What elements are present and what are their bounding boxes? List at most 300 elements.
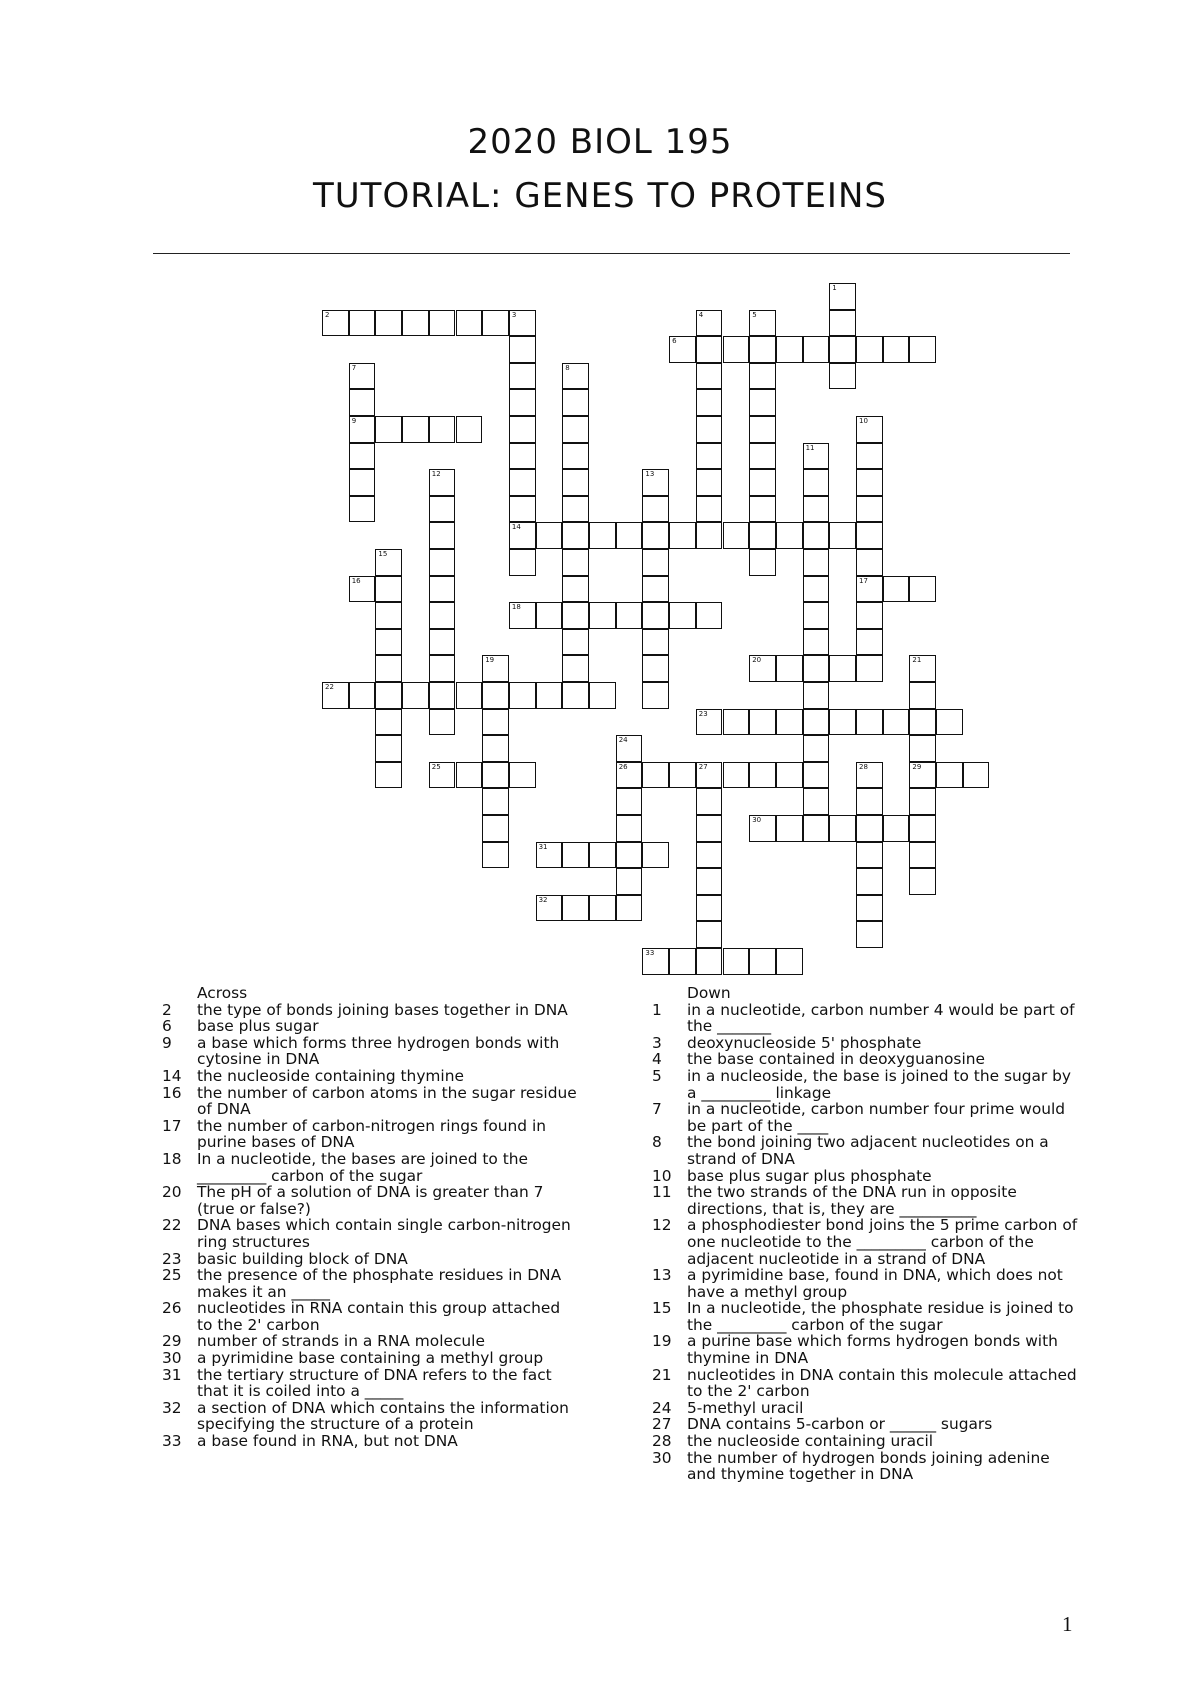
crossword-cell[interactable] (375, 682, 402, 709)
clue-number: 12 (652, 1216, 672, 1235)
crossword-cell[interactable] (776, 655, 803, 682)
down-clue (648, 1267, 1078, 1300)
clue-number: 28 (652, 1432, 672, 1451)
crossword-cell[interactable] (776, 709, 803, 736)
crossword-cell[interactable] (909, 868, 936, 895)
crossword-cell[interactable] (856, 336, 883, 363)
crossword-cell[interactable] (696, 416, 723, 443)
crossword-cell[interactable] (936, 762, 963, 789)
crossword-cell[interactable] (642, 469, 669, 496)
crossword-cell[interactable] (883, 576, 910, 603)
across-clues (158, 985, 578, 1450)
crossword-cell[interactable] (509, 389, 536, 416)
across-clue (158, 1400, 578, 1433)
crossword-cell[interactable] (562, 549, 589, 576)
crossword-cell[interactable] (509, 443, 536, 470)
crossword-cell[interactable] (669, 336, 696, 363)
crossword-cell[interactable] (642, 576, 669, 603)
crossword-cell[interactable] (429, 762, 456, 789)
clue-number: 31 (538, 842, 548, 851)
crossword-cell[interactable] (536, 602, 563, 629)
crossword-cell[interactable] (749, 443, 776, 470)
crossword-cell[interactable] (909, 735, 936, 762)
crossword-cell[interactable] (429, 682, 456, 709)
crossword-cell[interactable] (349, 576, 376, 603)
crossword-cell[interactable] (456, 682, 483, 709)
clue-number: 14 (162, 1066, 182, 1085)
across-clue (158, 1118, 578, 1151)
crossword-cell[interactable] (723, 522, 750, 549)
clue-text: 5-methyl uracil (687, 1398, 804, 1417)
crossword-cell[interactable] (749, 416, 776, 443)
clue-number: 18 (511, 603, 521, 612)
crossword-cell[interactable] (562, 443, 589, 470)
crossword-cell[interactable] (749, 336, 776, 363)
crossword-cell[interactable] (829, 283, 856, 310)
crossword-cell[interactable] (856, 469, 883, 496)
crossword-cell[interactable] (616, 868, 643, 895)
clue-text: basic building block of DNA (197, 1249, 408, 1268)
crossword-cell[interactable] (616, 895, 643, 922)
crossword-cell[interactable] (322, 310, 349, 337)
crossword-cell[interactable] (562, 416, 589, 443)
crossword-cell[interactable] (482, 815, 509, 842)
crossword-cell[interactable] (642, 522, 669, 549)
crossword-cell[interactable] (829, 363, 856, 390)
crossword-cell[interactable] (723, 336, 750, 363)
clue-number: 7 (351, 363, 357, 372)
crossword-cell[interactable] (696, 522, 723, 549)
clue-text: in a nucleotide, carbon number 4 would be part of the _______ (687, 1000, 1075, 1036)
clue-text: the number of hydrogen bonds joining adenine and thymine together in DNA (687, 1448, 1050, 1484)
crossword-cell[interactable] (562, 602, 589, 629)
crossword-cell[interactable] (349, 443, 376, 470)
crossword-cell[interactable] (829, 655, 856, 682)
crossword-cell[interactable] (803, 815, 830, 842)
clue-number: 16 (351, 576, 361, 585)
crossword-cell[interactable] (696, 842, 723, 869)
crossword-cell[interactable] (349, 310, 376, 337)
clue-number: 5 (752, 310, 757, 319)
crossword-cell[interactable] (749, 655, 776, 682)
clue-number: 32 (538, 895, 548, 904)
crossword-cell[interactable] (482, 762, 509, 789)
crossword-cell[interactable] (349, 469, 376, 496)
clue-text: a pyrimidine base containing a methyl group (197, 1349, 544, 1368)
crossword-cell[interactable] (482, 655, 509, 682)
clue-text: the presence of the phosphate residues in DNA makes it an _____ (197, 1266, 562, 1301)
crossword-cell[interactable] (723, 762, 750, 789)
crossword-cell[interactable] (642, 682, 669, 709)
crossword-cell[interactable] (909, 815, 936, 842)
clue-text: In a nucleotide, the phosphate residue is joined to the _________ carbon of the sugar (687, 1299, 1074, 1334)
crossword-cell[interactable] (375, 310, 402, 337)
crossword-cell[interactable] (963, 762, 990, 789)
clue-text: nucleotides in RNA contain this group attached to the 2' carbon (197, 1299, 561, 1334)
crossword-cell[interactable] (696, 363, 723, 390)
crossword-cell[interactable] (456, 416, 483, 443)
crossword-cell[interactable] (429, 469, 456, 496)
crossword-cell[interactable] (749, 496, 776, 523)
crossword-cell[interactable] (375, 549, 402, 576)
crossword-cell[interactable] (562, 655, 589, 682)
across-clue (158, 1433, 578, 1450)
crossword-cell[interactable] (482, 682, 509, 709)
crossword-cell[interactable] (589, 602, 616, 629)
crossword-cell[interactable] (402, 310, 429, 337)
crossword-cell[interactable] (642, 948, 669, 975)
crossword-cell[interactable] (936, 709, 963, 736)
crossword-cell[interactable] (562, 363, 589, 390)
crossword-cell[interactable] (562, 469, 589, 496)
clue-number: 22 (325, 683, 334, 691)
clue-number: 15 (652, 1299, 672, 1318)
crossword-cell[interactable] (696, 469, 723, 496)
crossword-cell[interactable] (482, 842, 509, 869)
crossword-cell[interactable] (429, 629, 456, 656)
down-heading: Down (687, 984, 731, 1002)
crossword-cell[interactable] (856, 576, 883, 603)
clue-number: 24 (618, 736, 628, 745)
crossword-cell[interactable] (776, 522, 803, 549)
crossword-cell[interactable] (723, 709, 750, 736)
clue-number: 12 (431, 470, 441, 479)
crossword-cell[interactable] (803, 735, 830, 762)
clue-number: 22 (162, 1216, 182, 1235)
crossword-cell[interactable] (616, 602, 643, 629)
clue-number: 15 (378, 550, 388, 558)
crossword-cell[interactable] (562, 576, 589, 603)
crossword-cell[interactable] (749, 549, 776, 576)
crossword-cell[interactable] (856, 895, 883, 922)
crossword-cell[interactable] (909, 709, 936, 736)
crossword-cell[interactable] (482, 735, 509, 762)
crossword-cell[interactable] (723, 948, 750, 975)
crossword-cell[interactable] (883, 709, 910, 736)
crossword-cell[interactable] (616, 522, 643, 549)
clue-number: 25 (431, 762, 441, 771)
clue-text: the tertiary structure of DNA refers to the fact that it is coiled into a _____ (197, 1365, 552, 1401)
crossword-cell[interactable] (856, 921, 883, 948)
crossword-cell[interactable] (349, 416, 376, 443)
crossword-cell[interactable] (536, 842, 563, 869)
crossword-cell[interactable] (375, 709, 402, 736)
crossword-cell[interactable] (482, 709, 509, 736)
crossword-cell[interactable] (589, 682, 616, 709)
crossword-cell[interactable] (322, 682, 349, 709)
clue-number: 8 (565, 363, 570, 372)
crossword-cell[interactable] (749, 469, 776, 496)
crossword-cell[interactable] (509, 549, 536, 576)
crossword-cell[interactable] (562, 496, 589, 523)
crossword-cell[interactable] (562, 682, 589, 709)
crossword-cell[interactable] (375, 735, 402, 762)
crossword-cell[interactable] (856, 629, 883, 656)
clue-number: 20 (162, 1183, 182, 1202)
crossword-cell[interactable] (696, 389, 723, 416)
crossword-cell[interactable] (696, 762, 723, 789)
crossword-cell[interactable] (696, 895, 723, 922)
crossword-cell[interactable] (909, 842, 936, 869)
crossword-cell[interactable] (482, 310, 509, 337)
crossword-cell[interactable] (429, 496, 456, 523)
clue-text: a phosphodiester bond joins the 5 prime carbon of one nucleotide to the _________ carbon of the adjacent nucleotide in a strand of DNA (687, 1216, 1078, 1268)
clue-number: 20 (752, 656, 762, 665)
crossword-cell[interactable] (829, 310, 856, 337)
clue-text: base plus sugar (197, 1017, 319, 1036)
crossword-cell[interactable] (856, 549, 883, 576)
crossword-cell[interactable] (696, 788, 723, 815)
crossword-cell[interactable] (402, 682, 429, 709)
crossword-cell[interactable] (803, 629, 830, 656)
crossword-cell[interactable] (829, 815, 856, 842)
down-clue (648, 1068, 1078, 1101)
crossword-cell[interactable] (616, 762, 643, 789)
crossword-cell[interactable] (749, 389, 776, 416)
crossword-cell[interactable] (589, 842, 616, 869)
crossword-cell[interactable] (749, 709, 776, 736)
clue-number: 30 (162, 1349, 182, 1368)
across-clue (158, 1085, 578, 1118)
crossword-cell[interactable] (829, 709, 856, 736)
crossword-cell[interactable] (803, 682, 830, 709)
page-number: 1 (1062, 1612, 1073, 1636)
crossword-cell[interactable] (883, 336, 910, 363)
crossword-cell[interactable] (509, 682, 536, 709)
crossword-cell[interactable] (749, 815, 776, 842)
crossword-cell[interactable] (909, 336, 936, 363)
crossword-cell[interactable] (909, 788, 936, 815)
crossword-cell[interactable] (696, 310, 723, 337)
crossword-cell[interactable] (562, 629, 589, 656)
crossword-cell[interactable] (803, 336, 830, 363)
crossword-cell[interactable] (803, 443, 830, 470)
crossword-cell[interactable] (349, 389, 376, 416)
crossword-cell[interactable] (696, 496, 723, 523)
clue-number: 19 (652, 1332, 672, 1351)
clue-number: 27 (698, 762, 708, 771)
crossword-cell[interactable] (696, 336, 723, 363)
crossword-cell[interactable] (375, 416, 402, 443)
crossword-cell[interactable] (856, 815, 883, 842)
crossword-cell[interactable] (589, 895, 616, 922)
crossword-cell[interactable] (536, 682, 563, 709)
crossword-cell[interactable] (856, 602, 883, 629)
crossword-cell[interactable] (669, 948, 696, 975)
across-clue (158, 1333, 578, 1350)
crossword-cell[interactable] (749, 522, 776, 549)
clue-number: 6 (672, 337, 677, 346)
across-clue (158, 1068, 578, 1085)
clue-number: 21 (652, 1365, 672, 1384)
crossword-cell[interactable] (696, 815, 723, 842)
crossword-cell[interactable] (669, 762, 696, 789)
crossword-cell[interactable] (616, 842, 643, 869)
crossword-cell[interactable] (883, 815, 910, 842)
crossword-cell[interactable] (509, 602, 536, 629)
crossword-cell[interactable] (749, 310, 776, 337)
crossword-cell[interactable] (429, 655, 456, 682)
crossword-cell[interactable] (749, 363, 776, 390)
clue-number: 17 (859, 576, 868, 585)
crossword-cell[interactable] (696, 948, 723, 975)
crossword-cell[interactable] (375, 762, 402, 789)
crossword-cell[interactable] (803, 496, 830, 523)
crossword-cell[interactable] (856, 496, 883, 523)
crossword-cell[interactable] (562, 842, 589, 869)
crossword-cell[interactable] (856, 788, 883, 815)
crossword-cell[interactable] (456, 762, 483, 789)
crossword-cell[interactable] (856, 655, 883, 682)
crossword-cell[interactable] (856, 762, 883, 789)
crossword-cell[interactable] (909, 682, 936, 709)
crossword-cell[interactable] (776, 762, 803, 789)
crossword-cell[interactable] (856, 416, 883, 443)
clue-number: 8 (652, 1133, 662, 1152)
crossword-cell[interactable] (482, 788, 509, 815)
crossword-cell[interactable] (642, 549, 669, 576)
clue-number: 29 (162, 1332, 182, 1351)
crossword-cell[interactable] (669, 602, 696, 629)
crossword-cell[interactable] (349, 682, 376, 709)
crossword-cell[interactable] (776, 336, 803, 363)
crossword-cell[interactable] (429, 310, 456, 337)
clue-number: 13 (652, 1266, 672, 1285)
down-clue (648, 1367, 1078, 1400)
crossword-cell[interactable] (909, 576, 936, 603)
across-clue (158, 1267, 578, 1300)
clue-number: 33 (645, 949, 655, 957)
crossword-cell[interactable] (829, 522, 856, 549)
clue-number: 30 (752, 816, 762, 824)
crossword-cell[interactable] (375, 576, 402, 603)
page-title-line1: 2020 BIOL 195 (467, 122, 733, 162)
crossword-cell[interactable] (509, 336, 536, 363)
crossword-cell[interactable] (375, 655, 402, 682)
crossword-cell[interactable] (456, 310, 483, 337)
crossword-cell[interactable] (696, 602, 723, 629)
crossword-cell[interactable] (562, 522, 589, 549)
clue-number: 11 (652, 1183, 672, 1202)
crossword-cell[interactable] (909, 655, 936, 682)
crossword-cell[interactable] (803, 469, 830, 496)
crossword-cell[interactable] (616, 788, 643, 815)
clue-text: a base which forms three hydrogen bonds with cytosine in DNA (197, 1033, 560, 1069)
crossword-cell[interactable] (642, 629, 669, 656)
clue-number: 7 (652, 1100, 662, 1119)
crossword-cell[interactable] (429, 576, 456, 603)
crossword-cell[interactable] (509, 469, 536, 496)
crossword-cell[interactable] (562, 389, 589, 416)
crossword-cell[interactable] (349, 363, 376, 390)
crossword-cell[interactable] (509, 363, 536, 390)
crossword-cell[interactable] (536, 522, 563, 549)
crossword-cell[interactable] (642, 655, 669, 682)
clue-number: 5 (652, 1066, 662, 1085)
crossword-cell[interactable] (829, 336, 856, 363)
crossword-cell[interactable] (616, 815, 643, 842)
crossword-cell[interactable] (509, 496, 536, 523)
down-clue (648, 1300, 1078, 1333)
crossword-cell[interactable] (856, 522, 883, 549)
crossword-cell[interactable] (536, 895, 563, 922)
crossword-cell[interactable] (429, 549, 456, 576)
crossword-cell[interactable] (909, 762, 936, 789)
clue-number: 26 (162, 1299, 182, 1318)
crossword-cell[interactable] (375, 602, 402, 629)
crossword-cell[interactable] (642, 842, 669, 869)
crossword-cell[interactable] (803, 602, 830, 629)
across-clue (158, 1002, 578, 1019)
crossword-cell[interactable] (749, 762, 776, 789)
crossword-cell[interactable] (856, 868, 883, 895)
crossword-cell[interactable] (803, 522, 830, 549)
crossword-cell[interactable] (509, 522, 536, 549)
crossword-cell[interactable] (856, 443, 883, 470)
crossword-cell[interactable] (696, 709, 723, 736)
crossword-cell[interactable] (776, 815, 803, 842)
crossword-cell[interactable] (803, 709, 830, 736)
crossword-cell[interactable] (803, 549, 830, 576)
clue-number: 3 (511, 310, 517, 319)
clue-text: the bond joining two adjacent nucleotides on a strand of DNA (687, 1133, 1049, 1168)
down-clue (648, 1168, 1078, 1185)
crossword-cell[interactable] (856, 842, 883, 869)
crossword-cell[interactable] (375, 629, 402, 656)
clue-text: the base contained in deoxyguanosine (687, 1050, 985, 1069)
crossword-cell[interactable] (589, 522, 616, 549)
crossword-cell[interactable] (429, 416, 456, 443)
clue-number: 31 (162, 1365, 182, 1384)
crossword-cell[interactable] (696, 443, 723, 470)
across-heading: Across (197, 984, 248, 1002)
crossword-cell[interactable] (696, 921, 723, 948)
down-clue (648, 1333, 1078, 1366)
crossword-cell[interactable] (776, 948, 803, 975)
crossword-cell[interactable] (696, 868, 723, 895)
crossword-cell[interactable] (669, 522, 696, 549)
crossword-cell[interactable] (429, 522, 456, 549)
crossword-cell[interactable] (616, 735, 643, 762)
crossword-cell[interactable] (429, 709, 456, 736)
crossword-cell[interactable] (402, 416, 429, 443)
crossword-cell[interactable] (429, 602, 456, 629)
clue-number: 18 (162, 1149, 182, 1168)
crossword-cell[interactable] (349, 496, 376, 523)
crossword-cell[interactable] (509, 310, 536, 337)
crossword-cell[interactable] (803, 655, 830, 682)
crossword-cell[interactable] (803, 788, 830, 815)
clue-text: The pH of a solution of DNA is greater than 7 (true or false?) (197, 1183, 544, 1218)
crossword-cell[interactable] (642, 762, 669, 789)
clue-number: 17 (162, 1116, 182, 1135)
crossword-cell[interactable] (749, 948, 776, 975)
crossword-cell[interactable] (856, 709, 883, 736)
crossword-cell[interactable] (642, 602, 669, 629)
clue-number: 6 (162, 1017, 172, 1036)
clue-text: the type of bonds joining bases together in DNA (197, 1000, 568, 1019)
crossword-cell[interactable] (642, 496, 669, 523)
crossword-cell[interactable] (509, 416, 536, 443)
clue-number: 1 (652, 1000, 662, 1019)
crossword-cell[interactable] (803, 762, 830, 789)
clue-text: the nucleoside containing uracil (687, 1432, 934, 1451)
crossword-cell[interactable] (509, 762, 536, 789)
crossword-cell[interactable] (562, 895, 589, 922)
crossword-cell[interactable] (803, 576, 830, 603)
clue-number: 10 (652, 1166, 672, 1185)
clue-number: 14 (511, 523, 521, 532)
